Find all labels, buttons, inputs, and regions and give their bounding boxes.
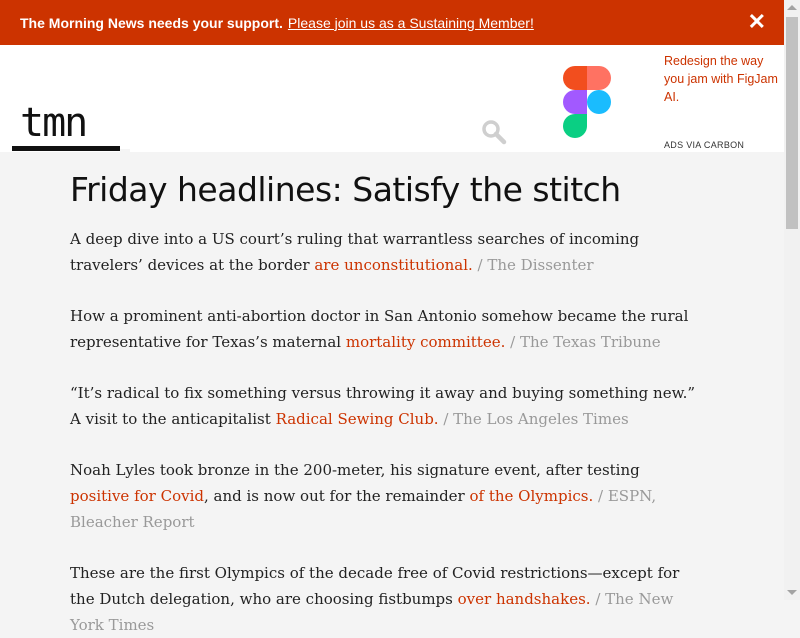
page-title: Friday headlines: Satisfy the stitch xyxy=(70,170,621,209)
logo-text: tmn xyxy=(20,100,87,146)
headline-item: “It’s radical to fix something versus throwing it away and buying something new.” A visit to the anticapitalist Radical Sewing Club. / The Los Angeles Times xyxy=(70,384,696,428)
search-icon[interactable] xyxy=(481,119,507,145)
ads-via-carbon[interactable]: ADS VIA CARBON xyxy=(664,140,745,150)
sustaining-member-link[interactable]: Please join us as a Sustaining Member! xyxy=(287,14,534,31)
headline-link[interactable]: mortality committee. xyxy=(345,333,506,351)
banner-text: The Morning News needs your support. xyxy=(20,14,283,31)
logo-underline xyxy=(12,146,120,151)
headline-source: / The Los Angeles Times xyxy=(438,410,629,428)
close-icon[interactable]: ✕ xyxy=(747,9,766,34)
scrollbar-thumb[interactable] xyxy=(786,17,798,229)
headline-source: / ESPN, Bleacher Report xyxy=(70,487,657,531)
headline-link[interactable]: are unconstitutional. xyxy=(314,256,473,274)
site-header xyxy=(0,45,784,152)
headline-source: / The Dissenter xyxy=(472,256,594,274)
figma-logo-icon[interactable] xyxy=(562,65,612,140)
headline-item: A deep dive into a US court’s ruling that warrantless searches of incoming travelers’ devices at the border are unconstitutional. / The Dissenter xyxy=(70,230,640,274)
headline-item: How a prominent anti-abortion doctor in San Antonio somehow became the rural representative for Texas’s maternal mortality committee. / The Texas Tribune xyxy=(70,307,689,351)
site-logo[interactable] xyxy=(12,100,120,151)
headline-link[interactable]: over handshakes. xyxy=(457,590,591,608)
headline-link[interactable]: positive for Covid xyxy=(70,487,204,505)
headline-item: Noah Lyles took bronze in the 200-meter, his signature event, after testing positive for Covid, and is now out for the remainder of the Olympics. / ESPN, Bleacher Report xyxy=(70,461,657,531)
headline-item: These are the first Olympics of the decade free of Covid restrictions—except for the Dutch delegation, who are choosing fistbumps over handshakes. / The New York Times xyxy=(70,564,680,634)
scroll-down-icon[interactable] xyxy=(787,590,797,595)
headline-source: / The New York Times xyxy=(70,590,674,634)
headline-link[interactable]: of the Olympics. xyxy=(469,487,594,505)
headline-link[interactable]: Radical Sewing Club. xyxy=(275,410,439,428)
scrollbar[interactable] xyxy=(784,0,800,600)
support-banner xyxy=(0,0,784,45)
article xyxy=(70,152,700,638)
ad-text[interactable]: Redesign the way you jam with FigJam AI. xyxy=(664,54,778,104)
headline-source: / The Texas Tribune xyxy=(505,333,661,351)
scroll-up-icon[interactable] xyxy=(787,5,797,10)
